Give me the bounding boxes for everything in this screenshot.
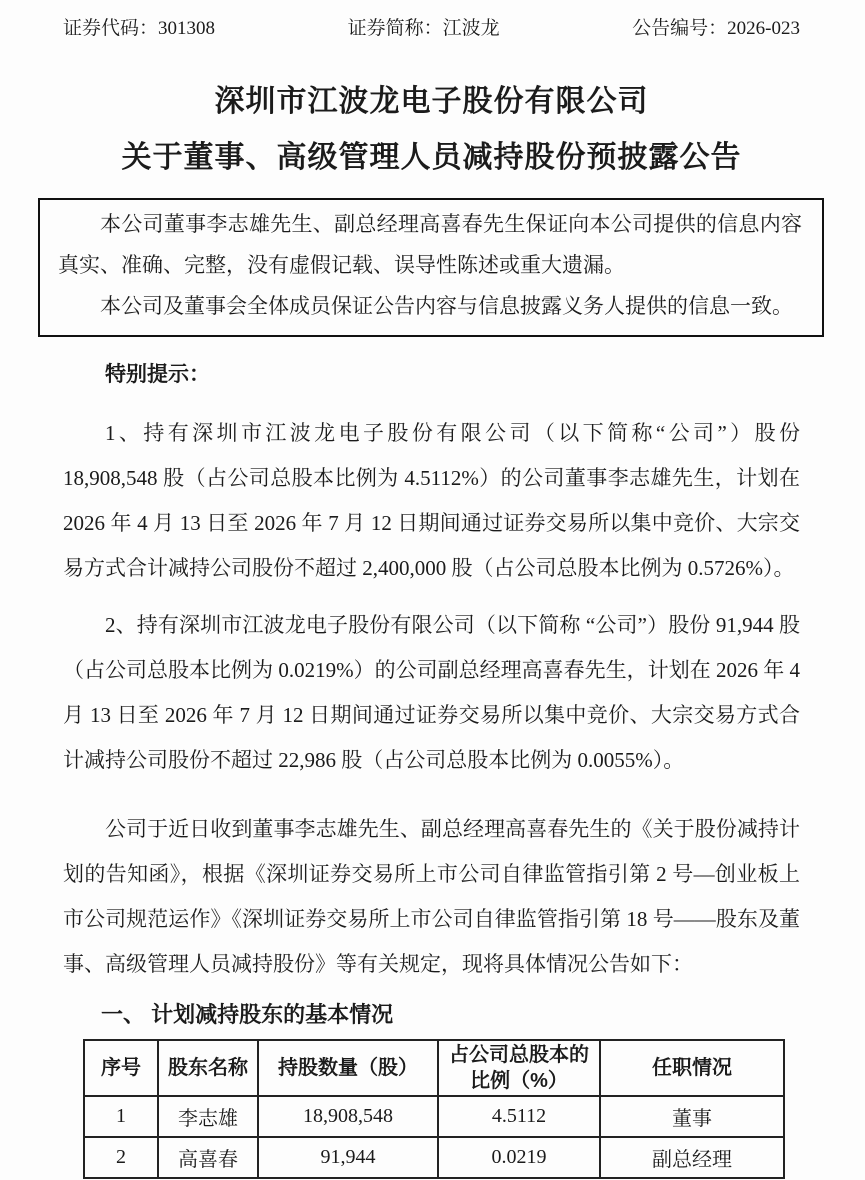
column-header-position: 任职情况 bbox=[600, 1040, 784, 1096]
statement-box bbox=[38, 198, 824, 337]
cell-position: 副总经理 bbox=[600, 1137, 784, 1178]
column-header-ownership-ratio: 占公司总股本的比例（%） bbox=[438, 1040, 600, 1096]
stock-code-label: 证券代码： bbox=[63, 18, 159, 39]
paragraph-regulatory-basis: 公司于近日收到董事李志雄先生、副总经理高喜春先生的《关于股份减持计划的告知函》，根据《深圳证券交易所上市公司自律监管指引第 2 号—创业板上市公司规范运作》《深圳证券交易所上市公司自律监管指引第 18 号——股东及董事、高级管理人员减持股份》等有关规定，现将具体情况公告如下： bbox=[63, 817, 800, 976]
stock-name-label: 证券简称： bbox=[347, 18, 443, 39]
table-header-row bbox=[84, 1040, 784, 1096]
announcement-number bbox=[632, 16, 800, 42]
stock-code-value: 301308 bbox=[158, 18, 216, 39]
statement-line-1: 本公司董事李志雄先生、副总经理高喜春先生保证向本公司提供的信息内容真实、准确、完整，没有虚假记载、误导性陈述或重大遗漏。 bbox=[58, 212, 802, 277]
statement-line-2: 本公司及董事会全体成员保证公告内容与信息披露义务人提供的信息一致。 bbox=[100, 294, 793, 318]
stock-code bbox=[63, 16, 215, 42]
column-header-seq: 序号 bbox=[84, 1040, 158, 1096]
cell-seq: 1 bbox=[84, 1096, 158, 1137]
paragraph-reduction-plan-1: 1、持有深圳市江波龙电子股份有限公司（以下简称“公司”）股份 18,908,548 股（占公司总股本比例为 4.5112%）的公司董事李志雄先生，计划在 2026 年 4 月 13 日至 2026 年 7 月 12 日期间通过证券交易所以集中竞价、大宗交易方式合计减持公司股份不超过 2,400,000 股（占公司总股本比例为 0.5726%）。 bbox=[63, 421, 800, 580]
column-header-shares-held: 持股数量（股） bbox=[258, 1040, 438, 1096]
paragraph-reduction-plan-2: 2、持有深圳市江波龙电子股份有限公司（以下简称 “公司”）股份 91,944 股（占公司总股本比例为 0.0219%）的公司副总经理高喜春先生，计划在 2026 年 4 月 13 日至 2026 年 7 月 12 日期间通过证券交易所以集中竞价、大宗交易方式合计减持公司股份不超过 22,986 股（占公司总股本比例为 0.0055%）。 bbox=[63, 613, 800, 772]
cell-shareholder-name: 李志雄 bbox=[158, 1096, 258, 1137]
announcement-number-label: 公告编号： bbox=[632, 18, 728, 39]
cell-seq: 2 bbox=[84, 1137, 158, 1178]
cell-shares-held: 18,908,548 bbox=[258, 1096, 438, 1137]
company-name-title: 深圳市江波龙电子股份有限公司 bbox=[214, 85, 649, 118]
announcement-number-value: 2026-023 bbox=[727, 18, 800, 39]
cell-shareholder-name: 高喜春 bbox=[158, 1137, 258, 1178]
special-notice-label: 特别提示： bbox=[105, 363, 210, 386]
column-header-shareholder-name: 股东名称 bbox=[158, 1040, 258, 1096]
announcement-title: 关于董事、高级管理人员减持股份预披露公告 bbox=[121, 141, 742, 174]
doc-header bbox=[63, 16, 800, 42]
stock-name-value: 江波龙 bbox=[442, 18, 500, 39]
table-row bbox=[84, 1137, 784, 1178]
table-row bbox=[84, 1096, 784, 1137]
cell-position: 董事 bbox=[600, 1096, 784, 1137]
cell-shares-held: 91,944 bbox=[258, 1137, 438, 1178]
stock-name bbox=[348, 16, 500, 42]
cell-ownership-ratio: 4.5112 bbox=[438, 1096, 600, 1137]
section-heading: 一、 计划减持股东的基本情况 bbox=[101, 1002, 394, 1027]
cell-ownership-ratio: 0.0219 bbox=[438, 1137, 600, 1178]
shareholders-table bbox=[83, 1039, 785, 1179]
